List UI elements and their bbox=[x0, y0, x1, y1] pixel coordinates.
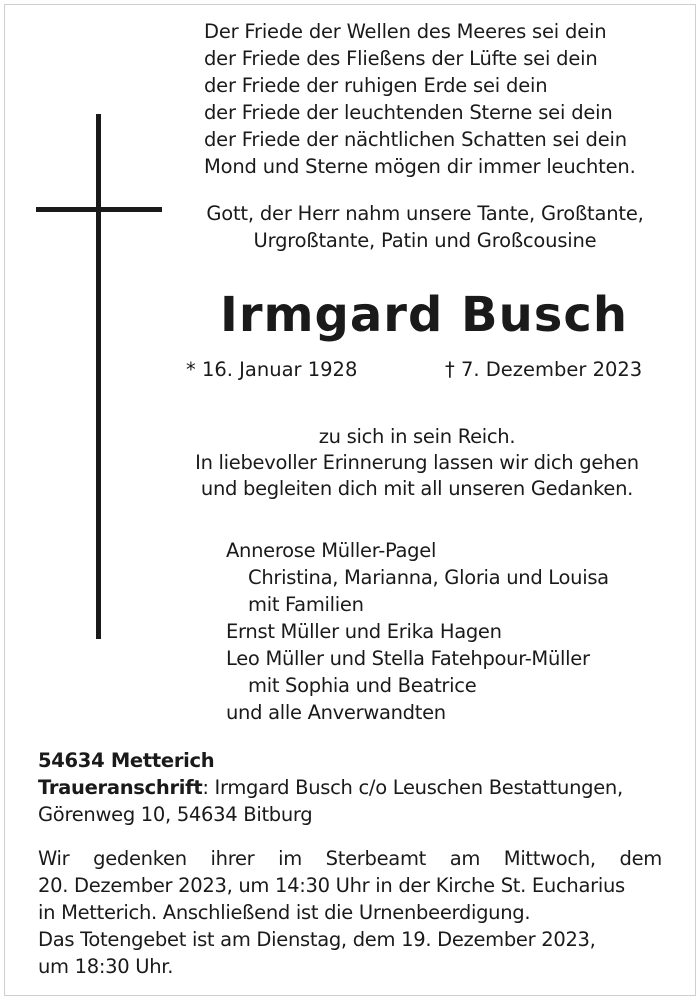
mourner-line: und alle Anverwandten bbox=[226, 701, 446, 724]
poem-line: der Friede der nächtlichen Schatten sei dein bbox=[204, 128, 627, 151]
message-text bbox=[150, 424, 684, 502]
service-line: Das Totengebet ist am Dienstag, dem 19. Dezember 2023, bbox=[38, 928, 596, 951]
service-info bbox=[38, 845, 662, 980]
poem-line: Mond und Sterne mögen dir immer leuchten. bbox=[204, 155, 636, 178]
service-line: in Metterich. Anschließend ist die Urnenbeerdigung. bbox=[38, 901, 531, 924]
mourner-line: Annerose Müller-Pagel bbox=[226, 539, 437, 562]
birth-date: * 16. Januar 1928 bbox=[186, 358, 358, 381]
message-line: In liebevoller Erinnerung lassen wir dich gehen bbox=[195, 451, 639, 474]
mourner-line: mit Sophia und Beatrice bbox=[248, 674, 477, 697]
town: 54634 Metterich bbox=[38, 749, 215, 772]
address-label: Traueranschrift bbox=[38, 776, 203, 799]
intro-line: Gott, der Herr nahm unsere Tante, Großtante, bbox=[206, 202, 644, 225]
address-block bbox=[38, 747, 668, 828]
cross-icon bbox=[96, 114, 101, 639]
message-line: und begleiten dich mit all unseren Gedanken. bbox=[200, 477, 634, 500]
poem bbox=[204, 18, 684, 180]
poem-line: der Friede der ruhigen Erde sei dein bbox=[204, 74, 548, 97]
service-line: 20. Dezember 2023, um 14:30 Uhr in der Kirche St. Eucharius bbox=[38, 874, 625, 897]
service-line: um 18:30 Uhr. bbox=[38, 955, 174, 978]
intro-line: Urgroßtante, Patin und Großcousine bbox=[253, 229, 597, 252]
deceased-name: Irmgard Busch bbox=[220, 287, 628, 343]
poem-line: der Friede des Fließens der Lüfte sei dein bbox=[204, 47, 598, 70]
mourner-line: Christina, Marianna, Gloria und Louisa bbox=[248, 566, 609, 589]
message-line: zu sich in sein Reich. bbox=[318, 425, 516, 448]
intro-text bbox=[150, 200, 700, 254]
address-line: : Irmgard Busch c/o Leuschen Bestattungen, bbox=[202, 776, 623, 799]
death-date: † 7. Dezember 2023 bbox=[445, 358, 643, 381]
mourner-line: Leo Müller und Stella Fatehpour-Müller bbox=[226, 647, 590, 670]
service-line: Wir gedenken ihrer im Sterbeamt am Mittwoch, dem bbox=[38, 847, 662, 870]
address-line: Görenweg 10, 54634 Bitburg bbox=[38, 803, 313, 826]
poem-line: Der Friede der Wellen des Meeres sei dein bbox=[204, 20, 607, 43]
mourner-line: Ernst Müller und Erika Hagen bbox=[226, 620, 502, 643]
mourners-list bbox=[226, 537, 696, 726]
cross-icon-bar bbox=[36, 207, 162, 212]
mourner-line: mit Familien bbox=[248, 593, 364, 616]
poem-line: der Friede der leuchtenden Sterne sei dein bbox=[204, 101, 613, 124]
